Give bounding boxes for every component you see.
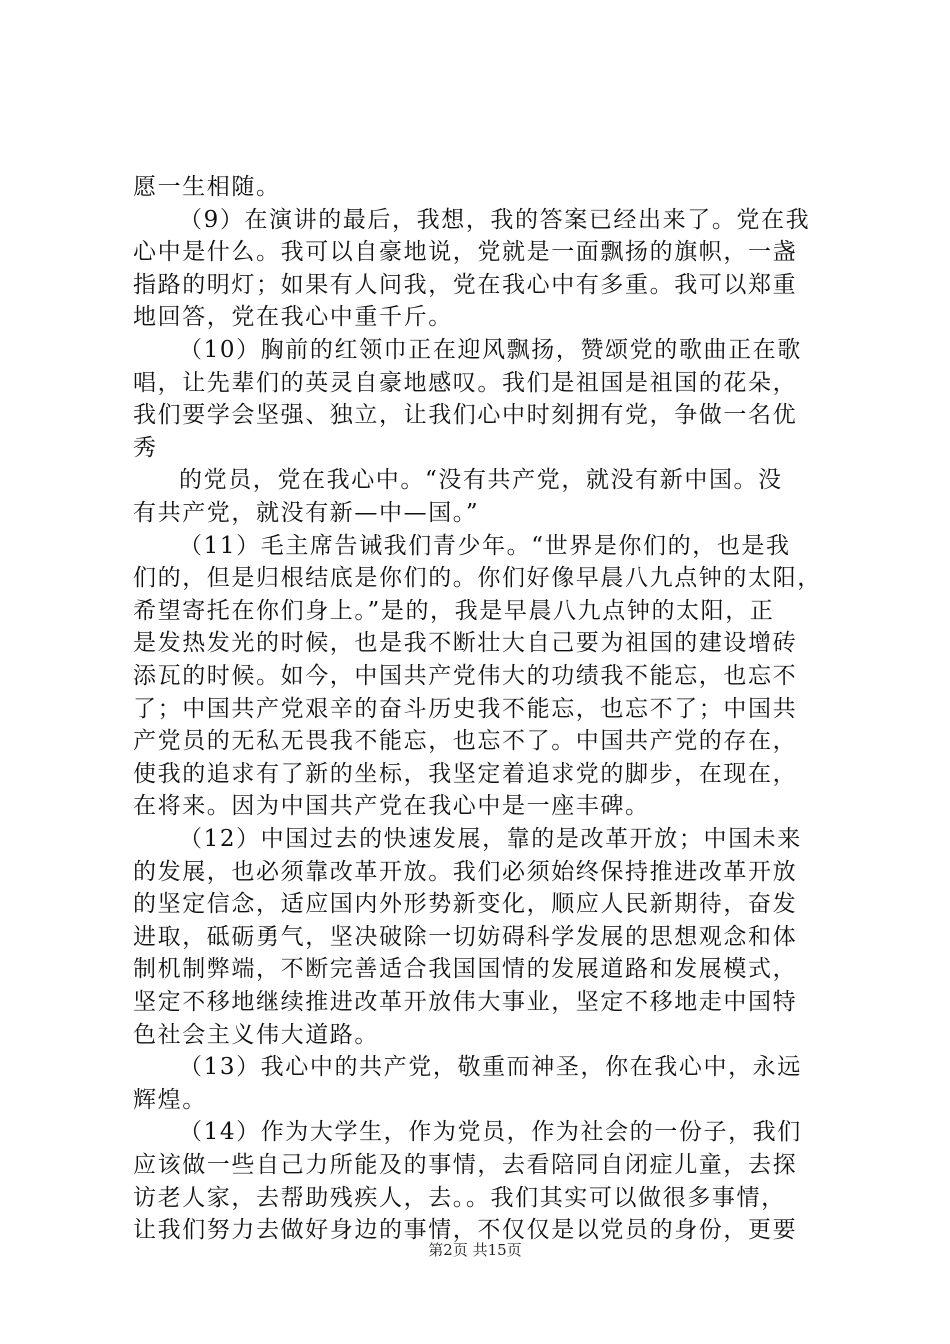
text-line: 指路的明灯；如果有人问我，党在我心中有多重。我可以郑重 [133,271,798,298]
paragraph-14-start: （14）作为大学生，作为党员，作为社会的一份子，我们 [179,1119,802,1146]
paragraph-11-start: （11）毛主席告诫我们青少年。“世界是你们的，也是我 [179,532,791,559]
text-line: 制机制弊端，不断完善适合我国国情的发展道路和发展模式， [133,956,798,983]
paragraph-13-start: （13）我心中的共产党，敬重而神圣，你在我心中，永远 [179,1054,802,1081]
paragraph-12-start: （12）中国过去的快速发展，靠的是改革开放；中国未来 [179,826,802,852]
text-line: 辉煌。 [133,1086,207,1113]
text-line: 使我的追求有了新的坐标，我坚定着追求党的脚步，在现在， [133,760,798,787]
text-line: 访老人家，去帮助残疾人，去。。我们其实可以做很多事情， [133,1184,786,1211]
text-line: 在将来。因为中国共产党在我心中是一座丰碑。 [133,793,650,820]
text-line: 坚定不移地继续推进改革开放伟大事业，坚定不移地走中国特 [133,989,798,1015]
text-line: 色社会主义伟大道路。 [133,1021,379,1048]
text-line: 的发展，也必须靠改革开放。我们必须始终保持推进改革开放 [133,858,798,885]
text-line: 心中是什么。我可以自豪地说，党就是一面飘扬的旗帜，一盏 [133,239,798,266]
text-line: 希望寄托在你们身上。”是的，我是早晨八九点钟的太阳，正 [133,597,775,624]
paragraph-9-start: （9）在演讲的最后，我想，我的答案已经出来了。党在我 [179,206,811,233]
text-line: 让我们努力去做好身边的事情，不仅仅是以党员的身份，更要 [133,1217,798,1244]
page-number-footer: 第2页 共15页 [428,1241,522,1259]
text-line: 应该做一些自己力所能及的事情，去看陪同自闭症儿童，去探 [133,1152,798,1178]
text-line: 是发热发光的时候，也是我不断壮大自己要为祖国的建设增砖 [133,630,798,657]
text-line: 我们要学会坚强、独立，让我们心中时刻拥有党，争做一名优 [133,402,798,429]
text-line-indented: 的党员，党在我心中。“没有共产党，就没有新中国。没 [179,467,783,494]
text-line: 产党员的无私无畏我不能忘，也忘不了。中国共产党的存在， [133,728,798,755]
text-line: 的坚定信念，适应国内外形势新变化，顺应人民新期待，奋发 [133,891,798,918]
text-line: 进取，砥砺勇气，坚决破除一切妨碍科学发展的思想观念和体 [133,923,798,950]
text-line: 们的，但是归根结底是你们的。你们好像早晨八九点钟的太阳， [133,565,822,592]
text-line: 地回答，党在我心中重千斤。 [133,304,453,331]
text-line: 唱，让先辈们的英灵自豪地感叹。我们是祖国是祖国的花朵， [133,369,798,396]
paragraph-10-start: （10）胸前的红领巾正在迎风飘扬，赞颂党的歌曲正在歌 [179,337,802,363]
text-line: 了；中国共产党艰辛的奋斗历史我不能忘，也忘不了；中国共 [133,695,798,722]
text-line: 添瓦的时候。如今，中国共产党伟大的功绩我不能忘，也忘不 [133,663,798,689]
text-line: 愿一生相随。 [133,174,281,200]
text-line: 有共产党，就没有新—中—国。” [133,500,480,526]
text-line: 秀 [133,434,158,461]
